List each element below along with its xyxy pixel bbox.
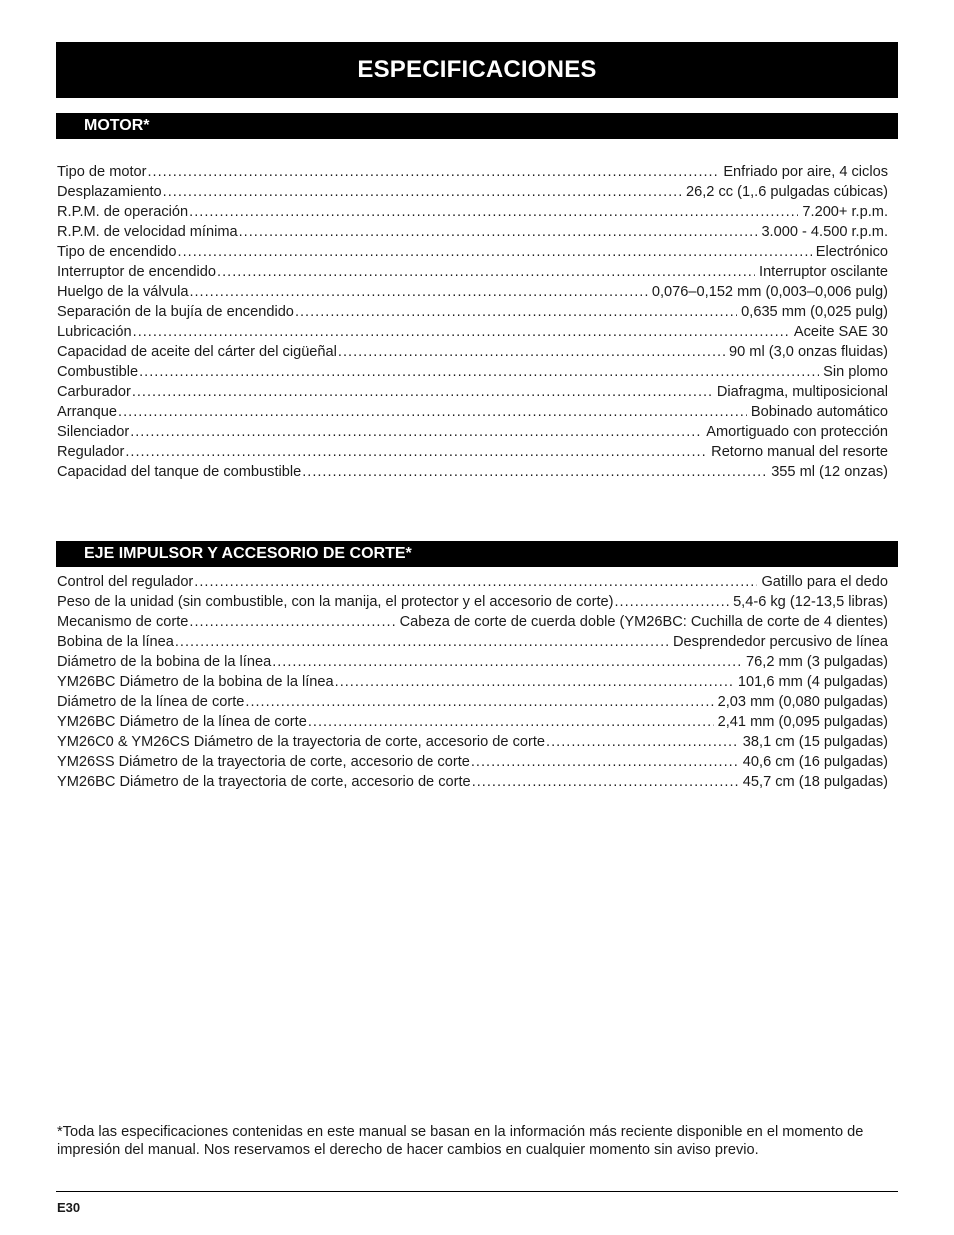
dot-leader xyxy=(189,202,798,222)
section-heading-shaft: EJE IMPULSOR Y ACCESORIO DE CORTE* xyxy=(56,541,898,567)
spec-value: 2,41 mm (0,095 pulgadas) xyxy=(717,714,888,730)
spec-row xyxy=(57,712,888,732)
dot-leader xyxy=(239,222,758,242)
spec-label: Desplazamiento xyxy=(57,184,162,200)
dot-leader xyxy=(308,712,714,732)
spec-row xyxy=(57,342,888,362)
dot-leader xyxy=(125,442,707,462)
spec-label: R.P.M. de velocidad mínima xyxy=(57,224,238,240)
dot-leader xyxy=(139,362,819,382)
dot-leader xyxy=(546,732,739,752)
spec-value: Cabeza de corte de cuerda doble (YM26BC: Cuchilla de corte de 4 dientes) xyxy=(399,614,888,630)
dot-leader xyxy=(194,572,757,592)
spec-value: Desprendedor percusivo de línea xyxy=(673,634,888,650)
spec-row xyxy=(57,632,888,652)
spec-label: YM26C0 & YM26CS Diámetro de la trayectoria de corte, accesorio de corte xyxy=(57,734,546,750)
spec-value: 101,6 mm (4 pulgadas) xyxy=(737,674,888,690)
spec-label: Lubricación xyxy=(57,324,132,340)
spec-value: 38,1 cm (15 pulgadas) xyxy=(742,734,888,750)
footnote: *Toda las especificaciones contenidas en este manual se basan en la información más reciente disponible en el momento de impresión del manual. Nos reservamos el derecho de hacer cambios en cualquier momento sin aviso previo. xyxy=(57,1124,864,1158)
spec-value: 0,635 mm (0,025 pulg) xyxy=(741,304,888,320)
spec-label: YM26SS Diámetro de la trayectoria de corte, accesorio de corte xyxy=(57,754,470,770)
spec-value: 5,4-6 kg (12-13,5 libras) xyxy=(733,594,888,610)
spec-label: Regulador xyxy=(57,444,125,460)
spec-row xyxy=(57,202,888,222)
motor-spec-list xyxy=(57,162,888,482)
spec-label: Bobina de la línea xyxy=(57,634,174,650)
spec-label: Diámetro de la bobina de la línea xyxy=(57,654,272,670)
spec-label: Capacidad de aceite del cárter del cigüeñal xyxy=(57,344,337,360)
title-banner xyxy=(56,42,898,98)
spec-label: Arranque xyxy=(57,404,118,420)
dot-leader xyxy=(133,322,790,342)
page-number: E30 xyxy=(57,1200,81,1215)
spec-label: YM26BC Diámetro de la línea de corte xyxy=(57,714,307,730)
spec-value: Electrónico xyxy=(815,244,888,260)
spec-value: 45,7 cm (18 pulgadas) xyxy=(742,774,888,790)
spec-label: R.P.M. de operación xyxy=(57,204,189,220)
dot-leader xyxy=(163,182,682,202)
spec-value: 26,2 cc (1,.6 pulgadas cúbicas) xyxy=(686,184,888,200)
dot-leader xyxy=(217,262,755,282)
spec-label: Silenciador xyxy=(57,424,130,440)
spec-row xyxy=(57,242,888,262)
dot-leader xyxy=(130,422,702,442)
spec-value: Retorno manual del resorte xyxy=(711,444,888,460)
dot-leader xyxy=(148,162,720,182)
spec-value: 76,2 mm (3 pulgadas) xyxy=(746,654,888,670)
spec-label: Carburador xyxy=(57,384,131,400)
dot-leader xyxy=(272,652,742,672)
spec-value: Aceite SAE 30 xyxy=(793,324,888,340)
spec-row xyxy=(57,612,888,632)
spec-value: 90 ml (3,0 onzas fluidas) xyxy=(729,344,888,360)
spec-value: Sin plomo xyxy=(823,364,888,380)
spec-value: Gatillo para el dedo xyxy=(761,574,888,590)
spec-row xyxy=(57,732,888,752)
spec-value: Diafragma, multiposicional xyxy=(716,384,888,400)
spec-label: Diámetro de la línea de corte xyxy=(57,694,245,710)
spec-label: YM26BC Diámetro de la trayectoria de corte, accesorio de corte xyxy=(57,774,471,790)
spec-label: Separación de la bujía de encendido xyxy=(57,304,294,320)
dot-leader xyxy=(132,382,713,402)
spec-row xyxy=(57,282,888,302)
dot-leader xyxy=(295,302,737,322)
spec-value: Bobinado automático xyxy=(750,404,888,420)
dot-leader xyxy=(189,612,395,632)
spec-label: Tipo de motor xyxy=(57,164,147,180)
spec-label: Mecanismo de corte xyxy=(57,614,189,630)
spec-label: Combustible xyxy=(57,364,139,380)
dot-leader xyxy=(178,242,812,262)
spec-label: YM26BC Diámetro de la bobina de la línea xyxy=(57,674,334,690)
dot-leader xyxy=(118,402,747,422)
spec-label: Capacidad del tanque de combustible xyxy=(57,464,302,480)
dot-leader xyxy=(335,672,734,692)
dot-leader xyxy=(472,772,739,792)
spec-row xyxy=(57,362,888,382)
page-title: ESPECIFICACIONES xyxy=(357,56,597,83)
spec-value: 40,6 cm (16 pulgadas) xyxy=(742,754,888,770)
dot-leader xyxy=(175,632,669,652)
spec-row xyxy=(57,222,888,242)
dot-leader xyxy=(302,462,767,482)
spec-row xyxy=(57,262,888,282)
footer-divider xyxy=(56,1191,898,1192)
spec-row xyxy=(57,752,888,772)
spec-value: 355 ml (12 onzas) xyxy=(771,464,888,480)
spec-label: Interruptor de encendido xyxy=(57,264,217,280)
spec-label: Peso de la unidad (sin combustible, con la manija, el protector y el accesorio de corte) xyxy=(57,594,614,610)
dot-leader xyxy=(338,342,725,362)
spec-row xyxy=(57,382,888,402)
spec-value: 3.000 - 4.500 r.p.m. xyxy=(761,224,888,240)
spec-row xyxy=(57,182,888,202)
spec-row xyxy=(57,592,888,612)
spec-value: 0,076–0,152 mm (0,003–0,006 pulg) xyxy=(651,284,888,300)
spec-label: Tipo de encendido xyxy=(57,244,177,260)
dot-leader xyxy=(614,592,729,612)
spec-label: Control del regulador xyxy=(57,574,194,590)
spec-value: 2,03 mm (0,080 pulgadas) xyxy=(717,694,888,710)
spec-row xyxy=(57,322,888,342)
spec-row xyxy=(57,162,888,182)
spec-row xyxy=(57,772,888,792)
spec-row xyxy=(57,402,888,422)
spec-row xyxy=(57,652,888,672)
spec-row xyxy=(57,672,888,692)
spec-value: Enfriado por aire, 4 ciclos xyxy=(723,164,888,180)
shaft-spec-list xyxy=(57,572,888,792)
dot-leader xyxy=(189,282,647,302)
dot-leader xyxy=(471,752,739,772)
spec-label: Huelgo de la válvula xyxy=(57,284,189,300)
section-heading-motor: MOTOR* xyxy=(56,113,898,139)
spec-value: Amortiguado con protección xyxy=(706,424,888,440)
spec-row xyxy=(57,442,888,462)
spec-row xyxy=(57,462,888,482)
spec-row xyxy=(57,302,888,322)
dot-leader xyxy=(245,692,713,712)
spec-value: Interruptor oscilante xyxy=(759,264,888,280)
spec-value: 7.200+ r.p.m. xyxy=(802,204,888,220)
spec-row xyxy=(57,422,888,442)
spec-row xyxy=(57,572,888,592)
spec-row xyxy=(57,692,888,712)
